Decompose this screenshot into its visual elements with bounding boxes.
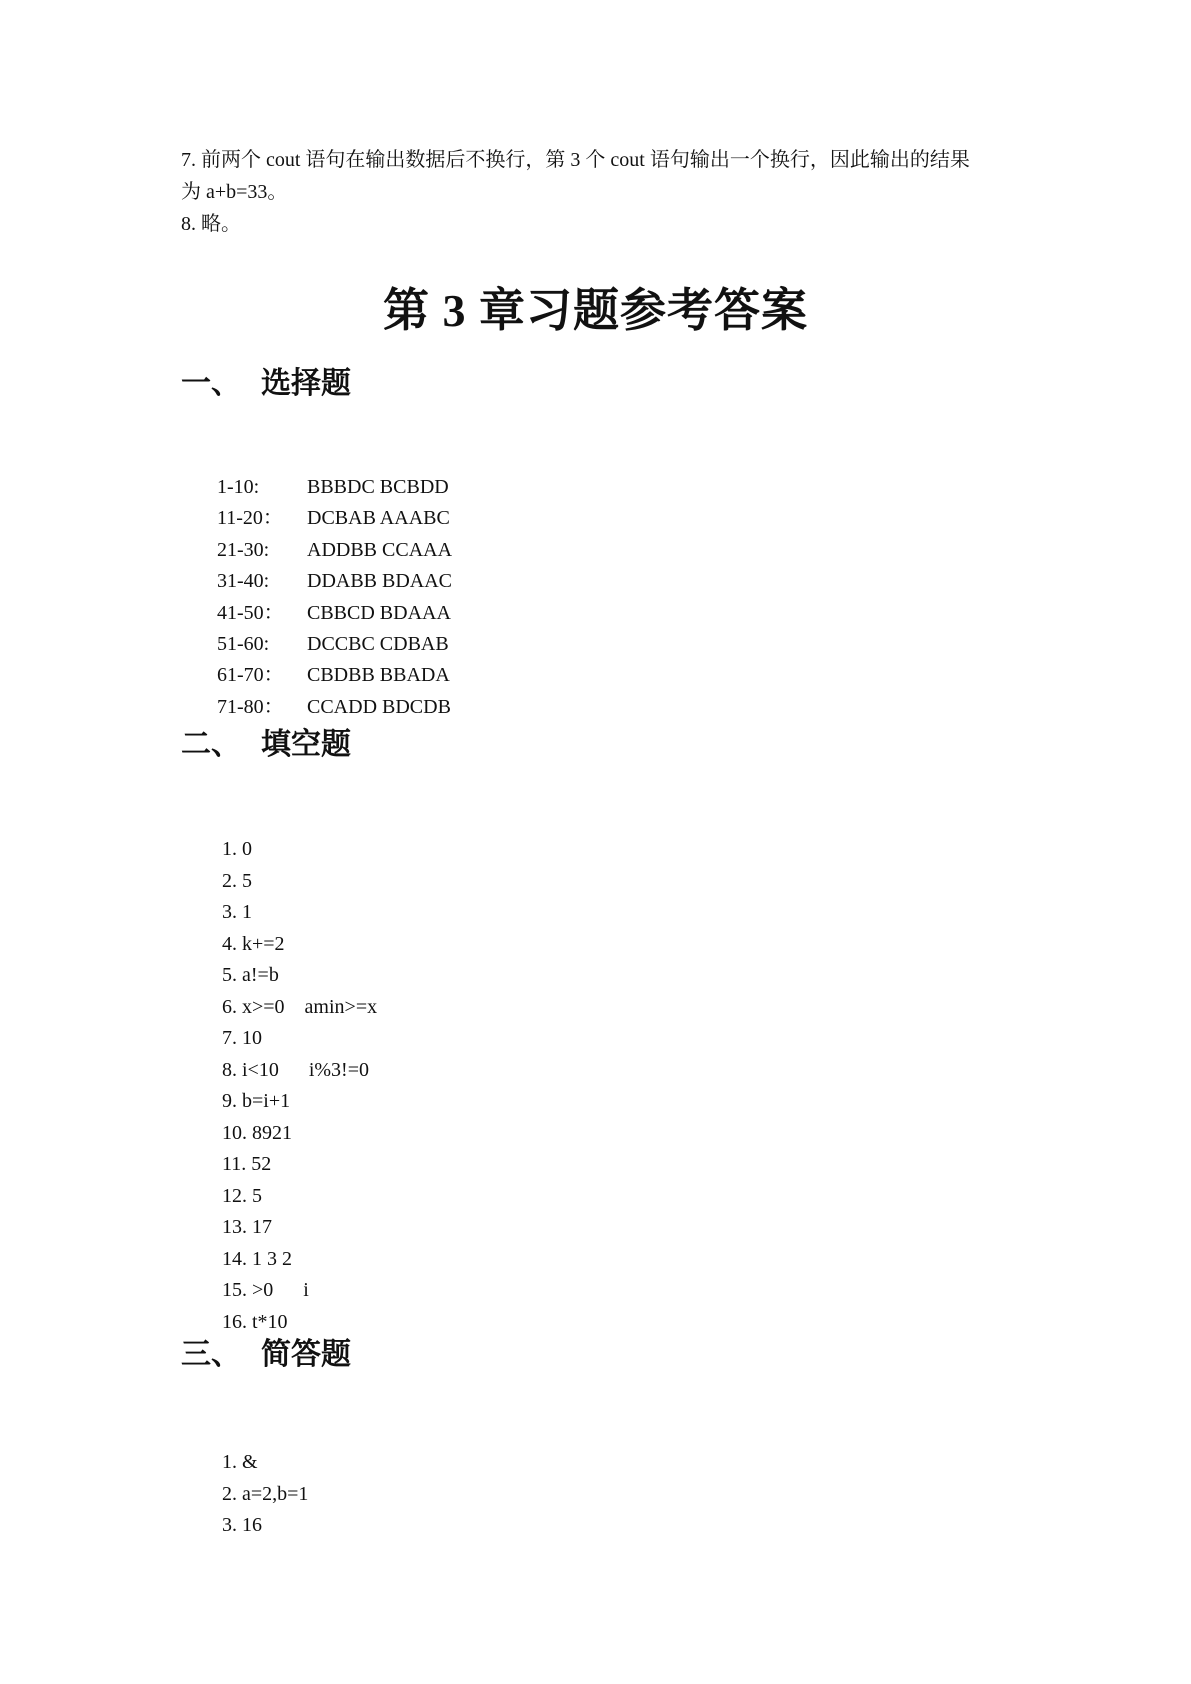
question-range: 51-60: — [217, 633, 270, 656]
answer-string: CBDBB BBADA — [307, 664, 450, 687]
section-heading-multiple-choice — [181, 364, 351, 404]
list-item: 3. 1 — [222, 901, 252, 923]
answer-string: CCADD BDCDB — [307, 695, 451, 718]
section-title: 填空题 — [261, 728, 351, 761]
question-range: 71-80： — [217, 695, 284, 718]
question-range: 61-70： — [217, 664, 284, 687]
section-number: 三、 — [181, 1338, 241, 1371]
intro-line: 为 a+b=33。 — [181, 181, 288, 203]
list-item: 8. i<10 i%3!=0 — [222, 1058, 369, 1081]
list-item: 15. >0 i — [222, 1279, 309, 1301]
intro-line: 8. 略。 — [181, 213, 241, 235]
list-item — [217, 692, 452, 723]
multiple-choice-answer-list — [217, 472, 452, 723]
answer-string: CBBCD BDAAA — [307, 601, 451, 624]
list-item: 2. 5 — [222, 869, 252, 892]
section-number: 一、 — [181, 367, 241, 400]
intro-paragraph — [181, 144, 1041, 240]
list-item: 2. a=2,b=1 — [222, 1482, 309, 1505]
intro-line: 7. 前两个 cout 语句在输出数据后不换行，第 3 个 cout 语句输出一个换行，因此输出的结果 — [181, 149, 970, 171]
answer-string: DCCBC CDBAB — [307, 633, 449, 656]
section-title: 选择题 — [261, 367, 351, 400]
list-item — [217, 566, 452, 597]
answer-string: ADDBB CCAAA — [307, 538, 453, 561]
question-range: 1-10: — [217, 476, 260, 498]
list-item: 10. 8921 — [222, 1121, 292, 1144]
short-answer-list — [222, 1447, 308, 1542]
list-item: 4. k+=2 — [222, 932, 285, 955]
chapter-title: 第 3 章习题参考答案 — [383, 285, 808, 336]
list-item — [217, 503, 452, 534]
question-range: 31-40: — [217, 570, 270, 593]
list-item — [217, 598, 452, 629]
list-item: 3. 16 — [222, 1514, 262, 1536]
list-item: 16. t*10 — [222, 1310, 288, 1333]
list-item: 13. 17 — [222, 1216, 272, 1238]
list-item: 14. 1 3 2 — [222, 1247, 292, 1270]
fill-in-answer-list — [222, 834, 377, 1338]
section-heading-fill-in — [181, 725, 351, 765]
list-item: 7. 10 — [222, 1027, 262, 1049]
list-item: 11. 52 — [222, 1153, 272, 1175]
list-item: 5. a!=b — [222, 964, 279, 986]
list-item: 1. & — [222, 1451, 258, 1473]
list-item — [217, 535, 452, 566]
question-range: 21-30: — [217, 538, 270, 561]
section-heading-short-answer — [181, 1335, 351, 1375]
list-item: 12. 5 — [222, 1184, 262, 1207]
list-item: 6. x>=0 amin>=x — [222, 995, 378, 1018]
list-item — [217, 660, 452, 691]
list-item — [217, 472, 452, 503]
question-range: 11-20： — [217, 507, 283, 530]
section-title: 简答题 — [261, 1338, 351, 1371]
answer-string: DCBAB AAABC — [307, 507, 450, 530]
answer-string: BBBDC BCBDD — [307, 476, 449, 498]
list-item: 1. 0 — [222, 838, 252, 860]
list-item — [217, 629, 452, 660]
answer-string: DDABB BDAAC — [307, 570, 453, 593]
list-item: 9. b=i+1 — [222, 1090, 291, 1112]
question-range: 41-50： — [217, 601, 284, 624]
section-number: 二、 — [181, 728, 241, 761]
